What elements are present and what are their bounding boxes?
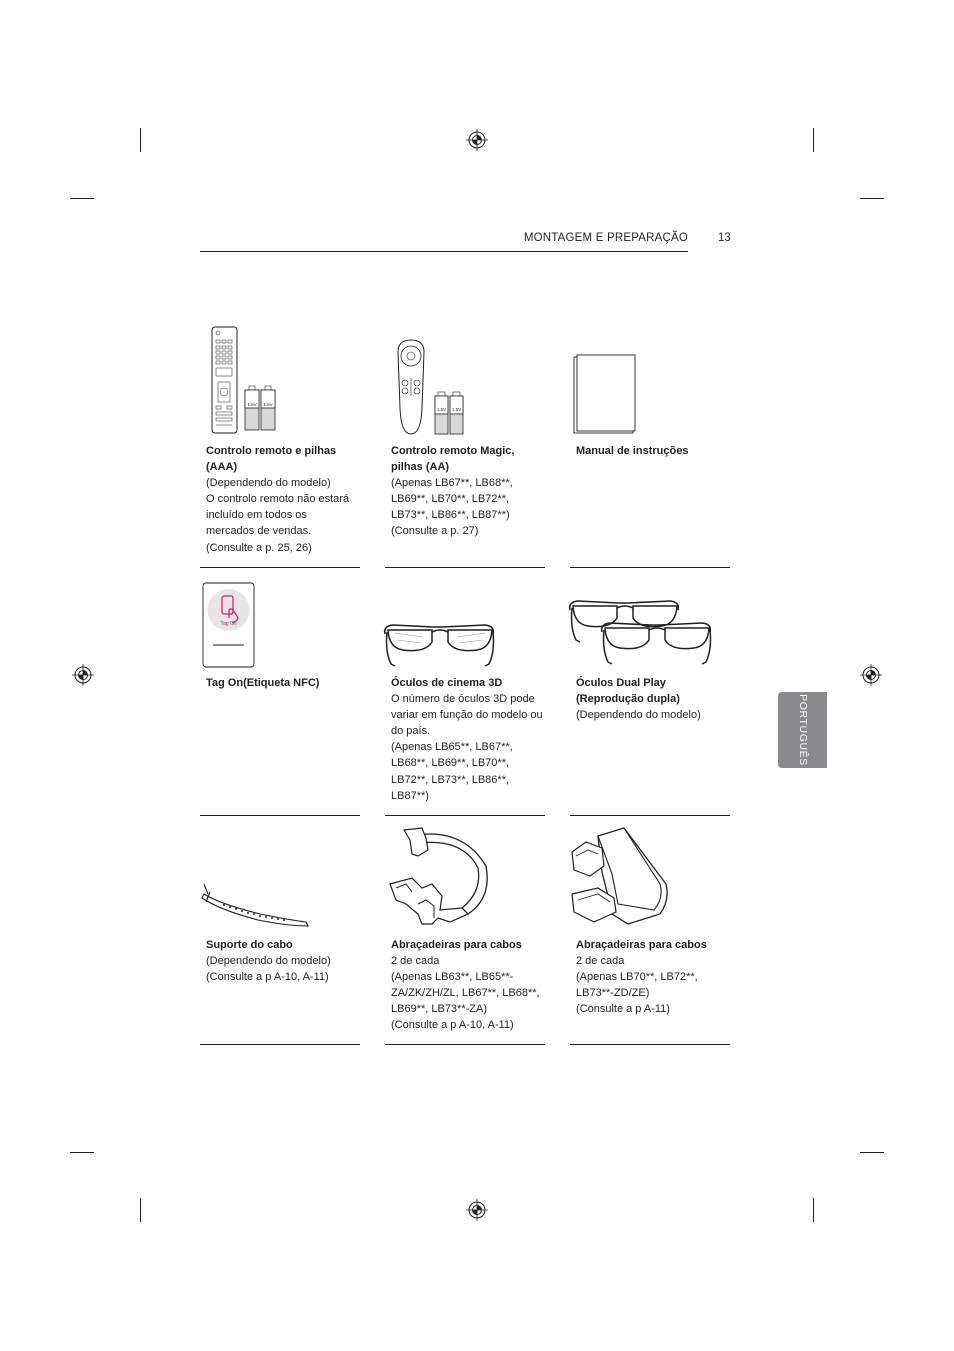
language-tab [778, 692, 827, 768]
crop-mark [140, 128, 141, 152]
item-rule [385, 567, 545, 568]
registration-mark-icon [466, 1199, 488, 1221]
item-description: (Dependendo do modelo) [576, 709, 701, 722]
item-description: 2 de cada (Apenas LB63**, LB65**-ZA/ZK/ZH/ZL, LB67**, LB68**, LB69**, LB73**-ZA) (Consulte a p A-10, A-11) [391, 955, 540, 1032]
battery-label: 1.5V [436, 407, 447, 412]
crop-mark [813, 128, 814, 152]
item-rule [200, 815, 360, 816]
3d-glasses-illustration [381, 618, 499, 670]
item-title: Abraçadeiras para cabos [576, 939, 707, 951]
section-title: MONTAGEM E PREPARAÇÃO [523, 232, 688, 244]
item-title: Abraçadeiras para cabos [391, 939, 522, 951]
registration-mark-icon [860, 664, 882, 686]
crop-mark [70, 1152, 94, 1153]
item-rule [570, 1044, 730, 1045]
item-title: Controlo remoto e pilhas (AAA) [206, 445, 337, 474]
crop-mark [70, 198, 94, 199]
item-rule [385, 1044, 545, 1045]
item-title: Óculos de cinema 3D [391, 677, 503, 689]
cable-tie-clamp-illustration [568, 826, 672, 930]
item-rule [385, 815, 545, 816]
item-title: Tag On(Etiqueta NFC) [206, 677, 320, 689]
magic-remote-illustration [392, 338, 472, 438]
language-tab-label: PORTUGUÊS [796, 694, 809, 766]
crop-mark [140, 1198, 141, 1222]
item-rule [200, 567, 360, 568]
nfc-tag-illustration [202, 582, 256, 670]
header-rule [200, 251, 688, 252]
registration-mark-icon [72, 664, 94, 686]
battery-label: 1.5V [263, 402, 273, 407]
item-title: Manual de instruções [576, 445, 689, 457]
item-description: 2 de cada (Apenas LB70**, LB72**, LB73**-ZD/ZE) (Consulte a p A-11) [576, 955, 698, 1016]
item-title: Suporte do cabo [206, 939, 293, 951]
registration-mark-icon [466, 129, 488, 151]
crop-mark [813, 1198, 814, 1222]
crop-mark [860, 1152, 884, 1153]
battery-label: 1.5V [247, 402, 257, 407]
tag-on-label: Tag On [220, 621, 237, 627]
item-title: Óculos Dual Play (Reprodução dupla) [576, 677, 680, 706]
page-number: 13 [718, 232, 731, 244]
item-description: (Dependendo do modelo) (Consulte a p A-10, A-11) [206, 955, 331, 984]
item-description: (Apenas LB67**, LB68**, LB69**, LB70**, LB72**, LB73**, LB86**, LB87**) (Consulte a p. 27) [391, 477, 513, 538]
dual-play-glasses-illustration [566, 598, 716, 670]
item-description: (Dependendo do modelo) O controlo remoto não estará incluído em todos os mercados de vendas. (Consulte a p. 25, 26) [206, 477, 350, 554]
item-title: Controlo remoto Magic, pilhas (AA) [391, 445, 515, 474]
item-description: O número de óculos 3D pode variar em função do modelo ou do país. (Apenas LB65**, LB67**, LB68**, LB69**, LB70**, LB72**, LB73**, LB86**, LB87**) [391, 693, 543, 802]
crop-mark [860, 198, 884, 199]
cable-holder-illustration [200, 880, 312, 930]
remote-control-illustration [208, 326, 288, 436]
battery-label: 1.5V [451, 407, 462, 412]
cable-tie-ring-illustration [382, 826, 494, 930]
item-rule [570, 567, 730, 568]
item-rule [200, 1044, 360, 1045]
item-rule [570, 815, 730, 816]
manual-book-illustration [572, 354, 638, 436]
